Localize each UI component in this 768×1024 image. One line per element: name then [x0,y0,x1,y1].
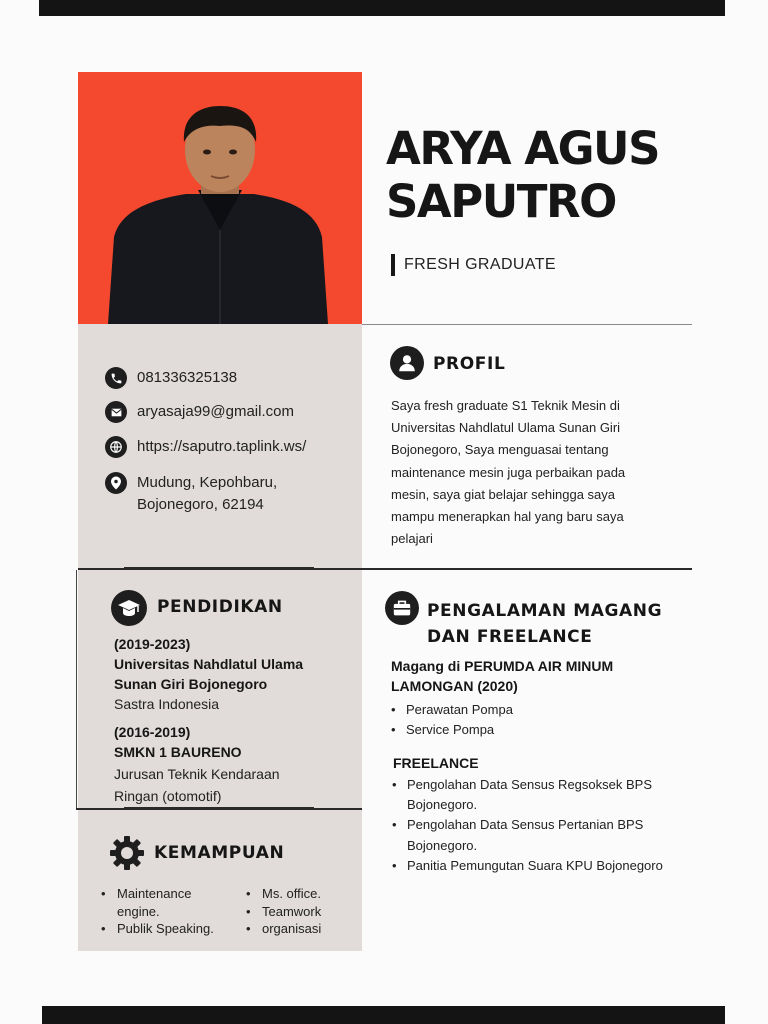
name-line-1: ARYA AGUS [386,122,660,175]
list-item: • Service Pompa [391,720,513,740]
bottom-bar [42,1006,725,1024]
list-item [392,856,663,876]
profile-line: maintenance mesin juga perbaikan pada [391,464,626,480]
profile-text [391,395,691,550]
skills-list-left [101,885,214,938]
user-icon [390,346,424,380]
address [137,472,277,516]
list-item: • Perawatan Pompa [391,700,513,720]
phone-number[interactable]: 081336325138 [137,369,238,386]
list-item-line: Bojonegoro. [407,797,478,813]
email-address[interactable]: aryasaja99@gmail.com [137,403,294,420]
website-link[interactable]: https://saputro.taplink.ws/ [137,438,307,455]
list-item-line: • Pengolahan Data Sensus Regsoksek BPS [407,777,652,792]
profile-line: mampu menerapkan hal yang baru saya [391,509,624,525]
internship-title [391,656,613,696]
education-major: Sastra Indonesia [114,696,220,712]
address-line-2: Bojonegoro, 62194 [137,496,264,513]
divider-accent [124,567,314,569]
list-item-line: Bojonegoro. [407,837,478,853]
education-school: Sunan Giri Bojonegoro [114,676,268,692]
education-school: SMKN 1 BAURENO [114,744,242,760]
freelance-title: FREELANCE [393,755,479,771]
full-name [386,122,726,228]
education-major: Jurusan Teknik Kendaraan [114,766,280,782]
list-item-line: • Pengolahan Data Sensus Pertanian BPS [407,817,644,833]
profile-line: Saya fresh graduate S1 Teknik Mesin di [391,398,620,413]
skill-text: • Maintenance [117,886,192,901]
job-title: FRESH GRADUATE [404,256,556,273]
profile-line: Bojonegoro, Saya menguasai tentang [391,442,609,458]
internship-title-line-1: Magang di PERUMDA AIR MINUM [391,658,614,674]
skill-item: • Teamwork [246,903,321,921]
divider-skills-accent [124,807,314,809]
skill-item: • Publik Speaking. [101,920,214,938]
graduation-cap-icon [111,590,147,626]
mail-icon [105,401,127,423]
freelance-list [392,775,663,876]
experience-heading [427,598,662,650]
experience-heading-line-1: PENGALAMAN MAGANG [427,601,663,621]
skill-item: • Ms. office. [246,885,321,903]
globe-icon [105,436,127,458]
phone-icon [105,367,127,389]
internship-list [391,700,513,740]
briefcase-icon [385,591,419,625]
education-years: (2019-2023) [114,636,191,652]
list-item [392,775,663,815]
education-years: (2016-2019) [114,724,191,740]
gear-icon [109,835,145,871]
skill-item: • organisasi [246,920,321,938]
skills-heading: KEMAMPUAN [154,843,285,863]
divider-header [362,324,692,325]
skills-list-right [246,885,321,938]
contact-address [105,472,277,516]
profile-line: pelajari [391,531,433,547]
top-bar [39,0,725,16]
role-marker [391,254,395,276]
education-heading: PENDIDIKAN [157,597,283,617]
contact-email [105,401,294,423]
internship-title-line-2: LAMONGAN (2020) [391,678,518,694]
skill-item [101,885,214,920]
location-pin-icon [105,472,127,494]
contact-phone [105,367,237,389]
left-edge-line [76,570,77,810]
profile-photo [78,72,362,324]
education-school: Universitas Nahdlatul Ulama [114,656,304,672]
skill-text: engine. [117,903,160,919]
list-item [392,815,663,855]
experience-heading-line-2: DAN FREELANCE [427,627,593,647]
list-item-line: • Panitia Pemungutan Suara KPU Bojonegoro [407,857,663,873]
name-line-2: SAPUTRO [386,175,616,228]
education-entry [114,722,354,807]
education-entry [114,634,354,714]
address-line-1: Mudung, Kepohbaru, [137,474,278,491]
education-major: Ringan (otomotif) [114,788,222,804]
profile-heading: PROFIL [433,354,506,374]
profile-line: Universitas Nahdlatul Ulama Sunan Giri [391,420,621,436]
contact-website [105,436,306,458]
profile-line: mesin, saya giat belajar sehingga saya [391,486,616,502]
